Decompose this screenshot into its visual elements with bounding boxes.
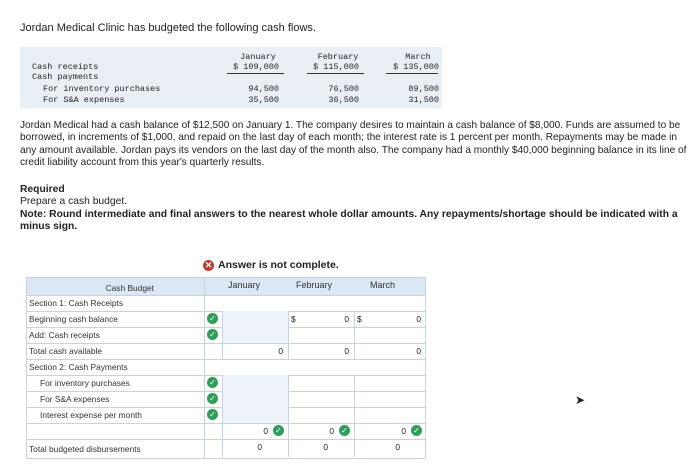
cf-sa-label: For S&A expenses bbox=[43, 95, 125, 105]
cf-receipts-label: Cash receipts bbox=[32, 62, 99, 72]
section2-label: Section 2: Cash Payments bbox=[29, 362, 128, 372]
check-icon: ✓ bbox=[207, 409, 218, 420]
cf-inventory-feb: 76,500 bbox=[328, 84, 359, 94]
feb-total-disb-value: 0 bbox=[323, 442, 328, 452]
cf-receipts-feb: $ 115,000 bbox=[313, 62, 359, 72]
dollar-sign: $ bbox=[357, 314, 362, 324]
cf-inventory-label: For inventory purchases bbox=[43, 84, 161, 94]
check-icon: ✓ bbox=[207, 329, 218, 340]
label-column-divider bbox=[26, 277, 205, 459]
cf-receipts-mar: $ 135,000 bbox=[393, 62, 439, 72]
dollar-sign: $ bbox=[291, 314, 296, 324]
total-disbursements-label: Total budgeted disbursements bbox=[29, 444, 141, 454]
sa-label: For S&A expenses bbox=[40, 394, 110, 404]
check-icon: ✓ bbox=[207, 313, 218, 324]
feb-total-available bbox=[288, 343, 354, 359]
cf-inventory-mar: 89,500 bbox=[408, 84, 439, 94]
mar-inventory-input[interactable] bbox=[354, 375, 426, 391]
required-heading: Required bbox=[20, 184, 65, 195]
mouse-cursor-icon: ➤ bbox=[575, 393, 586, 407]
jan-total-disb bbox=[222, 439, 288, 457]
cf-sa-feb: 36,500 bbox=[328, 95, 359, 105]
mar-total-disb bbox=[354, 439, 426, 457]
col-header-february: February bbox=[296, 280, 333, 290]
total-available-label: Total cash available bbox=[29, 346, 103, 356]
required-task: Prepare a cash budget. bbox=[20, 196, 128, 208]
answer-status bbox=[203, 259, 339, 271]
mar-receipts-input[interactable] bbox=[354, 327, 426, 343]
mar-beginning-value: 0 bbox=[416, 314, 421, 324]
jan-interest-input[interactable] bbox=[222, 407, 288, 423]
mar-interest-input[interactable] bbox=[354, 407, 426, 423]
inventory-label: For inventory purchases bbox=[40, 378, 130, 388]
feb-subtotal-input[interactable] bbox=[288, 423, 354, 439]
check-icon: ✓ bbox=[273, 425, 284, 436]
cf-sa-mar: 31,500 bbox=[408, 95, 439, 105]
check-icon: ✓ bbox=[207, 393, 218, 404]
jan-sa-input[interactable] bbox=[222, 391, 288, 407]
feb-total-available-value: 0 bbox=[344, 346, 349, 356]
x-circle-icon: ✕ bbox=[204, 259, 213, 270]
feb-beginning-value: 0 bbox=[344, 314, 349, 324]
interest-label: Interest expense per month bbox=[40, 410, 142, 420]
cf-payments-label: Cash payments bbox=[32, 72, 99, 82]
feb-interest-input[interactable] bbox=[288, 407, 354, 423]
jan-beginning-input[interactable] bbox=[222, 311, 288, 327]
section1-label: Section 1: Cash Receipts bbox=[29, 298, 124, 308]
mar-beginning-input[interactable] bbox=[354, 311, 426, 327]
feb-inventory-input[interactable] bbox=[288, 375, 354, 391]
mar-subtotal-input[interactable] bbox=[354, 423, 426, 439]
mar-sa-input[interactable] bbox=[354, 391, 426, 407]
problem-paragraph: Jordan Medical had a cash balance of $12,500 on January 1. The company desires to maintain a cash balance of $8,000. Funds are assumed to be borrowed, in increments of $1,000, and repaid on the last day of each month; the interest rate is 1 percent per month. Repayments may be made in any amount available. Jordan pays its vendors on the last day of the month also. The company had a monthly $40,000 beginning balance in its line of credit liability account from this year's quarterly results. bbox=[20, 120, 687, 169]
cf-inventory-jan: 94,500 bbox=[248, 84, 279, 94]
budget-title: Cash Budget bbox=[105, 283, 154, 293]
intro-text: Jordan Medical Clinic has budgeted the following cash flows. bbox=[20, 22, 316, 34]
mar-total-available-value: 0 bbox=[416, 346, 421, 356]
cf-sa-jan: 35,500 bbox=[248, 95, 279, 105]
jan-inventory-input[interactable] bbox=[222, 375, 288, 391]
jan-total-disb-value: 0 bbox=[257, 442, 262, 452]
check-icon: ✓ bbox=[207, 377, 218, 388]
jan-total-available bbox=[222, 343, 288, 359]
mar-subtotal-value: 0 bbox=[401, 426, 406, 436]
jan-receipts-input[interactable] bbox=[222, 327, 288, 343]
cash-budget-grid bbox=[26, 277, 426, 459]
cf-month-jan: January bbox=[240, 52, 276, 62]
required-note: Note: Round intermediate and final answers to the nearest whole dollar amounts. Any repayments/shortage should be indicated with a minus sign. bbox=[20, 208, 678, 233]
check-icon: ✓ bbox=[339, 425, 350, 436]
jan-total-available-value: 0 bbox=[278, 346, 283, 356]
jan-subtotal-input[interactable] bbox=[222, 423, 288, 439]
jan-subtotal-value: 0 bbox=[263, 426, 268, 436]
add-receipts-label: Add: Cash receipts bbox=[29, 330, 100, 340]
col-header-january: January bbox=[228, 280, 261, 290]
answer-status-text: Answer is not complete. bbox=[218, 259, 339, 271]
cf-month-feb: February bbox=[317, 52, 359, 62]
feb-receipts-input[interactable] bbox=[288, 327, 354, 343]
feb-sa-input[interactable] bbox=[288, 391, 354, 407]
cf-month-mar: March bbox=[405, 52, 431, 62]
mar-total-disb-value: 0 bbox=[395, 442, 400, 452]
feb-total-disb bbox=[288, 439, 354, 457]
col-header-march: March bbox=[370, 280, 396, 290]
feb-beginning-input[interactable] bbox=[288, 311, 354, 327]
cash-flow-table bbox=[20, 47, 442, 108]
mar-total-available bbox=[354, 343, 426, 359]
cf-receipts-jan: $ 109,000 bbox=[233, 62, 279, 72]
required-block bbox=[20, 184, 700, 234]
check-icon: ✓ bbox=[411, 425, 422, 436]
feb-subtotal-value: 0 bbox=[329, 426, 334, 436]
beginning-cash-label: Beginning cash balance bbox=[29, 314, 118, 324]
